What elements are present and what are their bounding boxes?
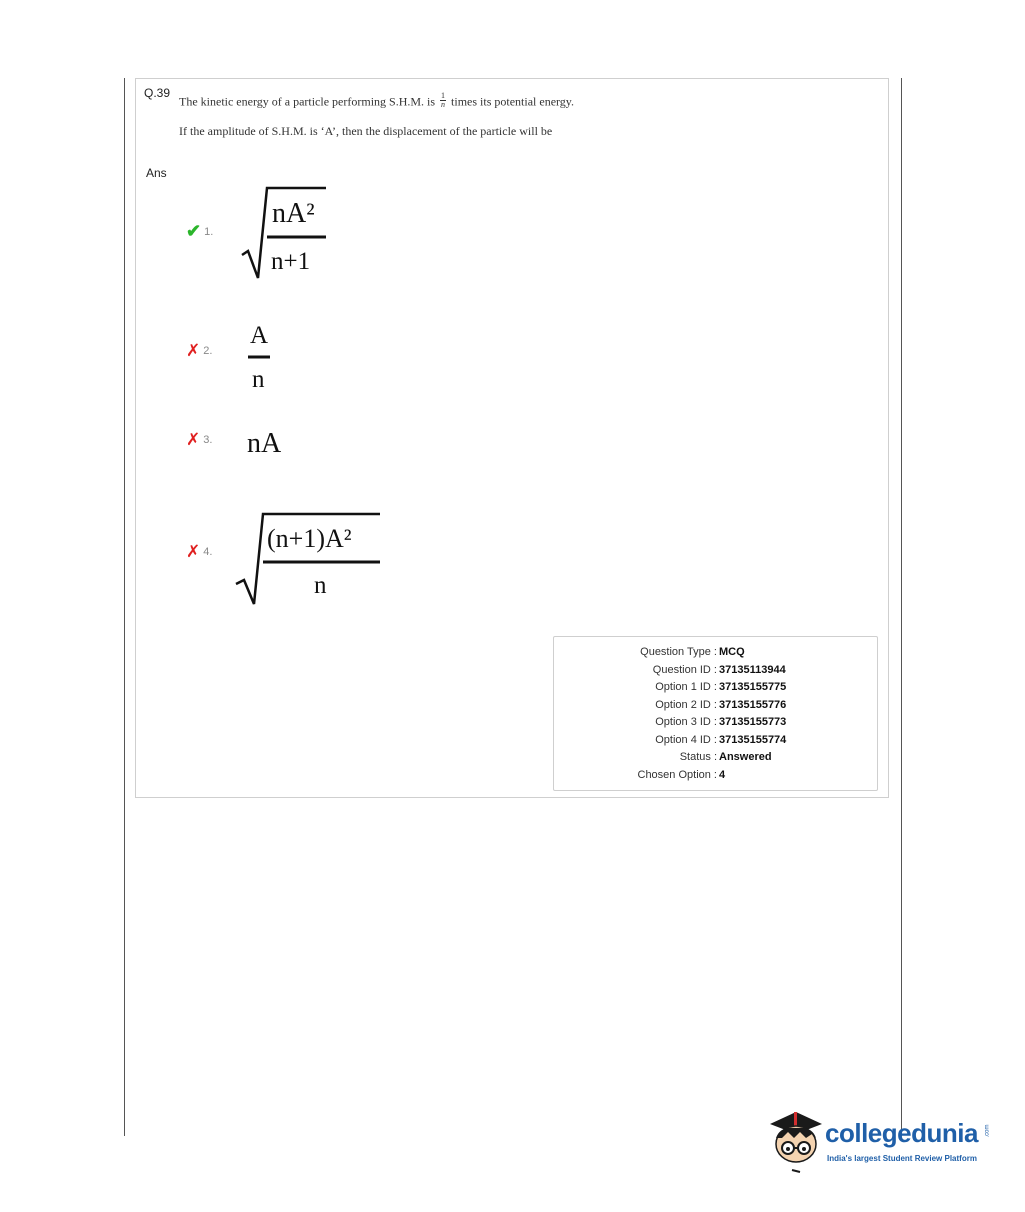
fraction-denominator: n xyxy=(441,100,446,109)
option-number: 2. xyxy=(203,345,213,357)
option-2-denominator: n xyxy=(252,366,265,393)
option-number: 4. xyxy=(203,546,213,558)
page-right-border xyxy=(901,78,902,1136)
cross-icon: ✗ xyxy=(186,542,201,561)
option-number: 1. xyxy=(204,225,214,238)
cross-icon: ✗ xyxy=(186,341,201,360)
option-3-expression: nA xyxy=(247,428,282,459)
info-option-4-id: Option 4 ID : 37135155774 xyxy=(655,734,787,746)
brand-tagline: India's largest Student Review Platform xyxy=(827,1154,977,1163)
info-option-3-id: Option 3 ID : 37135155773 xyxy=(655,716,787,728)
question-info-panel xyxy=(553,636,878,791)
info-question-id: Question ID : 37135113944 xyxy=(652,664,786,676)
option-3-marker xyxy=(186,430,212,450)
info-status: Status : Answered xyxy=(679,751,772,763)
answer-label: Ans xyxy=(146,166,167,180)
brand-suffix: .com xyxy=(984,1124,991,1138)
question-line-1 xyxy=(179,91,575,111)
tick-icon: ✔ xyxy=(186,221,202,241)
square-root-icon xyxy=(232,508,382,608)
option-4-denominator: n xyxy=(314,572,327,599)
option-number: 3. xyxy=(203,434,213,446)
page-left-border xyxy=(124,78,125,1136)
option-2-marker xyxy=(186,341,212,361)
info-option-2-id: Option 2 ID : 37135155776 xyxy=(655,699,787,711)
fraction-numerator: 1 xyxy=(441,91,446,100)
option-1-marker xyxy=(186,221,213,242)
info-chosen-option: Chosen Option : 4 xyxy=(637,769,726,781)
question-number: Q.39 xyxy=(144,86,171,100)
option-1-denominator: n+1 xyxy=(271,248,311,275)
question-text-after: times its potential energy. xyxy=(451,94,575,109)
option-4-numerator: (n+1)A² xyxy=(267,524,352,553)
brand-logo-text: collegedunia xyxy=(825,1118,978,1148)
info-option-1-id: Option 1 ID : 37135155775 xyxy=(655,681,787,693)
option-4-marker xyxy=(186,542,212,562)
option-1-numerator: nA² xyxy=(272,198,315,229)
cross-icon: ✗ xyxy=(186,430,201,449)
collegedunia-mascot-icon xyxy=(766,1104,826,1174)
info-question-type: Question Type : MCQ xyxy=(640,646,745,658)
question-line-2: If the amplitude of S.H.M. is ‘A’, then the displacement of the particle will be xyxy=(179,124,553,138)
inline-fraction xyxy=(440,92,446,109)
question-text-before: The kinetic energy of a particle performing S.H.M. is xyxy=(179,94,436,109)
option-2-numerator: A xyxy=(250,322,269,349)
fraction-bar xyxy=(248,355,272,359)
